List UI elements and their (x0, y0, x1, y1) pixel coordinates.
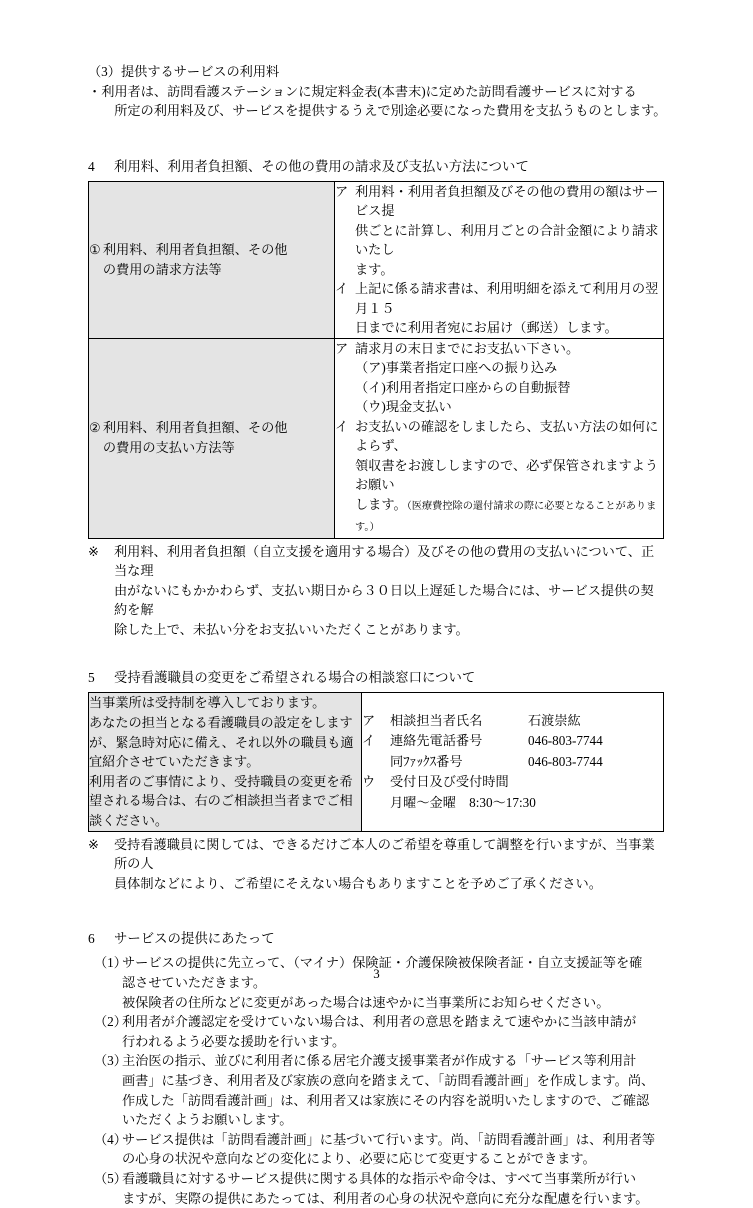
intro-bullet (88, 82, 666, 121)
section-5-number: 5 (88, 670, 95, 686)
billing-item-i-line-2: 日までに利用者宛にお届け（郵送）します。 (355, 320, 618, 335)
billing-method-label (89, 240, 334, 280)
section-4-note-line-3: 除した上で、未払い分をお支払いいただくことがあります。 (114, 621, 469, 637)
table-row (89, 338, 664, 538)
contact-hours-row (362, 772, 663, 793)
payment-item-i-line-2: 領収書をお渡ししますので、必ず保管されますようお願い (355, 457, 659, 492)
section-6-item-5-line-1: 看護職員に対するサービス提供に関する具体的な指示や命令は、すべて当事業所が行い (122, 1170, 637, 1186)
contact-desc-line-7: 談ください。 (89, 813, 169, 829)
contact-window-table (88, 692, 664, 831)
section-6-item-3-line-2: 画書」に基づき、利用者及び家族の意向を踏まえて、「訪問看護計画」を作成します。尚、 (122, 1072, 655, 1088)
section-6-title: サービスの提供にあたって (114, 931, 275, 947)
document-content (88, 62, 666, 1208)
section-6-number: 6 (88, 931, 95, 947)
contact-desc-line-3: が、緊急時対応に備え、それ以外の職員も適 (89, 734, 354, 750)
section-6-heading (88, 929, 666, 949)
list-item (88, 953, 666, 1012)
contact-desc-line-1: 当事業所は受持制を導入しております。 (89, 695, 326, 711)
payment-item-i-small-note: （医療費控除の還付請求の際に必要となることがあります。） (355, 500, 657, 533)
list-item (88, 1051, 666, 1129)
billing-item-a-line-1: 利用料・利用者負担額及びその他の費用の額はサービス提 (355, 183, 659, 218)
contact-phone-label: 連絡先電話番号 (390, 733, 483, 749)
section-4-title: 利用料、利用者負担額、その他の費用の請求及び支払い方法について (114, 158, 529, 174)
billing-item-a-line-2: 供ごとに計算し、利用月ごとの合計金額により請求いたし (355, 222, 659, 257)
payment-item-i-text (355, 417, 663, 538)
contact-fax-row (362, 752, 663, 773)
contact-hours-value: 月曜～金曜 8:30～17:30 (390, 794, 536, 810)
billing-method-label-cell (89, 181, 335, 338)
payment-item-a (335, 339, 663, 359)
contact-person-kana: ア (362, 712, 376, 728)
payment-item-i-line-1: お支払いの確認をしましたら、支払い方法の如何によらず、 (355, 418, 659, 453)
section-5-note-line-2: 員体制などにより、ご希望にそえない場合もありますことを予めご了承ください。 (114, 875, 602, 891)
section-6-item-3-line-1: 主治医の指示、並びに利用者に係る居宅介護支援事業者が作成する「サービス等利用計 (122, 1053, 637, 1069)
payment-method-body-cell (335, 338, 664, 538)
payment-item-i-line-3 (355, 495, 663, 538)
intro-bullet-marker: ・ (88, 83, 102, 99)
section-5-title: 受持看護職員の変更をご希望される場合の相談窓口について (114, 670, 476, 686)
payment-sub-1: （ア)事業者指定口座への振り込み (355, 360, 558, 375)
section-6-item-3-number: （3） (94, 1053, 127, 1069)
section-5-heading (88, 668, 666, 688)
section-4-note-line-2: 由がないにもかかわらず、支払い期日から３０日以上遅延した場合には、サービス提供の契約を解 (114, 582, 654, 618)
section-6-item-2-body (122, 1012, 666, 1051)
section-4-note-marker: ※ (88, 543, 100, 559)
list-item (88, 1169, 666, 1208)
billing-item-a-text (355, 182, 663, 280)
billing-item-i (335, 279, 663, 338)
payment-method-label-text (103, 418, 288, 458)
section-6-item-1-line-3: 被保険者の住所などに変更があった場合は速やかに当事業所にお知らせください。 (122, 994, 610, 1010)
section-5-note-body (114, 835, 666, 894)
section-6-item-3-body (122, 1051, 666, 1129)
billing-payment-table (88, 181, 664, 539)
table-row (89, 693, 664, 831)
payment-item-i-kana: イ (335, 418, 349, 434)
contact-desc-line-5: 利用者のご事情により、受持職員の変更を希 (89, 773, 353, 789)
contact-phone-value: 046-803-7744 (528, 733, 603, 749)
payment-item-a-text: 請求月の末日までにお支払い下さい。 (355, 340, 580, 356)
billing-item-a-line-3: ます。 (355, 261, 394, 277)
payment-item-a-kana: ア (335, 340, 349, 356)
section-6-item-1-body (122, 953, 666, 1012)
contact-desc-line-6: 望される場合は、右のご相談担当者までご相 (89, 793, 353, 809)
section-6-item-5-line-2: ますが、実際の提供にあたっては、利用者の心身の状況や意向に充分な配慮を行います。 (122, 1190, 649, 1206)
billing-item-a (335, 182, 663, 280)
spacer-after-intro (88, 121, 666, 157)
section-6-item-2-number: （2） (94, 1014, 127, 1030)
contact-phone-kana: イ (362, 733, 376, 749)
contact-fax-value: 046-803-7744 (528, 753, 603, 769)
payment-item-i-line-3-text: します。 (355, 496, 407, 512)
contact-fax-label: 同ﾌｧｯｸｽ番号 (390, 753, 463, 769)
contact-hours-label: 受付日及び受付時間 (390, 774, 509, 790)
contact-person-value: 石渡崇紘 (528, 712, 581, 728)
section-4-number: 4 (88, 158, 95, 174)
contact-phone-row (362, 731, 663, 752)
billing-item-i-kana: イ (335, 281, 349, 296)
payment-sub-3: （ウ)現金支払い (355, 399, 452, 414)
contact-person-row (362, 711, 663, 732)
payment-method-circle: ② (89, 420, 101, 435)
contact-hours-kana: ウ (362, 774, 376, 790)
billing-method-circle: ① (89, 241, 101, 257)
section-4-note (88, 542, 666, 640)
payment-method-label-cell (89, 338, 335, 538)
contact-person-label: 相談担当者氏名 (390, 712, 483, 728)
section-6-item-5-body (122, 1169, 666, 1208)
section-6-item-5-number: （5） (94, 1170, 127, 1186)
section-4-note-line-1: 利用料、利用者負担額（自立支援を適用する場合）及びその他の費用の支払いについて、正当な理 (114, 543, 655, 579)
payment-method-label-line-1: 利用料、利用者負担額、その他 (102, 420, 288, 435)
page-number: 3 (373, 966, 380, 981)
section-5-note (88, 835, 666, 894)
contact-desc-line-4: 宜紹介させていただきます。 (89, 754, 260, 770)
intro-bullet-line-2: 所定の利用料及び、サービスを提供するうえで別途必要になった費用を支払うものとします。 (114, 103, 667, 118)
payment-method-label (89, 418, 334, 458)
section-6-item-4-number: （4） (94, 1131, 127, 1147)
section-4-note-body (114, 542, 666, 640)
intro-bullet-body (101, 82, 666, 121)
section-6-item-1-line-1: サービスの提供に先立って、（マイナ）保険証・介護保険被保険者証・自立支援証等を確 (122, 955, 643, 971)
section-6-item-1-line-2: 認させていただきます。 (122, 975, 267, 990)
list-item (88, 1130, 666, 1169)
section-5-note-line-1: 受持看護職員に関しては、できるだけご本人のご希望を尊重して調整を行いますが、当事業所の人 (114, 836, 655, 872)
contact-desc-line-2: あなたの担当となる看護職員の設定をします (89, 715, 353, 731)
billing-method-label-line-1: 利用料、利用者負担額、その他 (102, 241, 288, 257)
payment-item-i (335, 417, 663, 538)
section-6-item-2-line-1: 利用者が介護認定を受けていない場合は、利用者の意思を踏まえて速やかに当該申請が (122, 1014, 637, 1030)
spacer-after-section-5 (88, 893, 666, 929)
intro-bullet-line-1: 利用者は、訪問看護ステーションに規定料金表(本書末)に定めた訪問看護サービスに対する (101, 83, 637, 99)
billing-item-a-kana: ア (335, 183, 349, 199)
section-6-item-3-line-4: いただくようお願いします。 (122, 1112, 293, 1128)
billing-item-i-text (355, 279, 663, 338)
section-6-item-1-number: （1） (94, 955, 127, 971)
section-6-item-4-line-1: サービス提供は「訪問看護計画」に基づいて行います。尚、「訪問看護計画」は、利用者等 (122, 1131, 656, 1147)
section-4-heading (88, 157, 666, 177)
section-6-item-2-line-2: 行われるよう必要な援助を行います。 (122, 1033, 346, 1049)
table-row (89, 181, 664, 338)
section-5-note-marker: ※ (88, 836, 100, 852)
spacer-after-section-4 (88, 639, 666, 668)
billing-item-i-line-1: 上記に係る請求書は、利用明細を添えて利用月の翌月１５ (355, 281, 659, 316)
section-6-item-3-line-3: 作成した「訪問看護計画」は、利用者又は家族にその内容を説明いたしますので、ご確認 (122, 1092, 650, 1108)
intro-heading: （3）提供するサービスの利用料 (88, 64, 280, 79)
billing-method-label-text (103, 240, 288, 280)
list-item (88, 1012, 666, 1051)
section-6-item-4-line-2: の心身の状況や意向などの変化により、必要に応じて変更することができます。 (122, 1151, 596, 1167)
billing-method-body-cell (335, 181, 664, 338)
contact-description-cell (89, 693, 362, 831)
contact-details-cell (362, 693, 664, 831)
section-6-item-4-body (122, 1130, 666, 1169)
payment-sub-2: （イ)利用者指定口座からの自動振替 (355, 379, 571, 395)
payment-method-label-line-2: の費用の支払い方法等 (102, 440, 235, 455)
billing-method-label-line-2: の費用の請求方法等 (102, 261, 222, 277)
